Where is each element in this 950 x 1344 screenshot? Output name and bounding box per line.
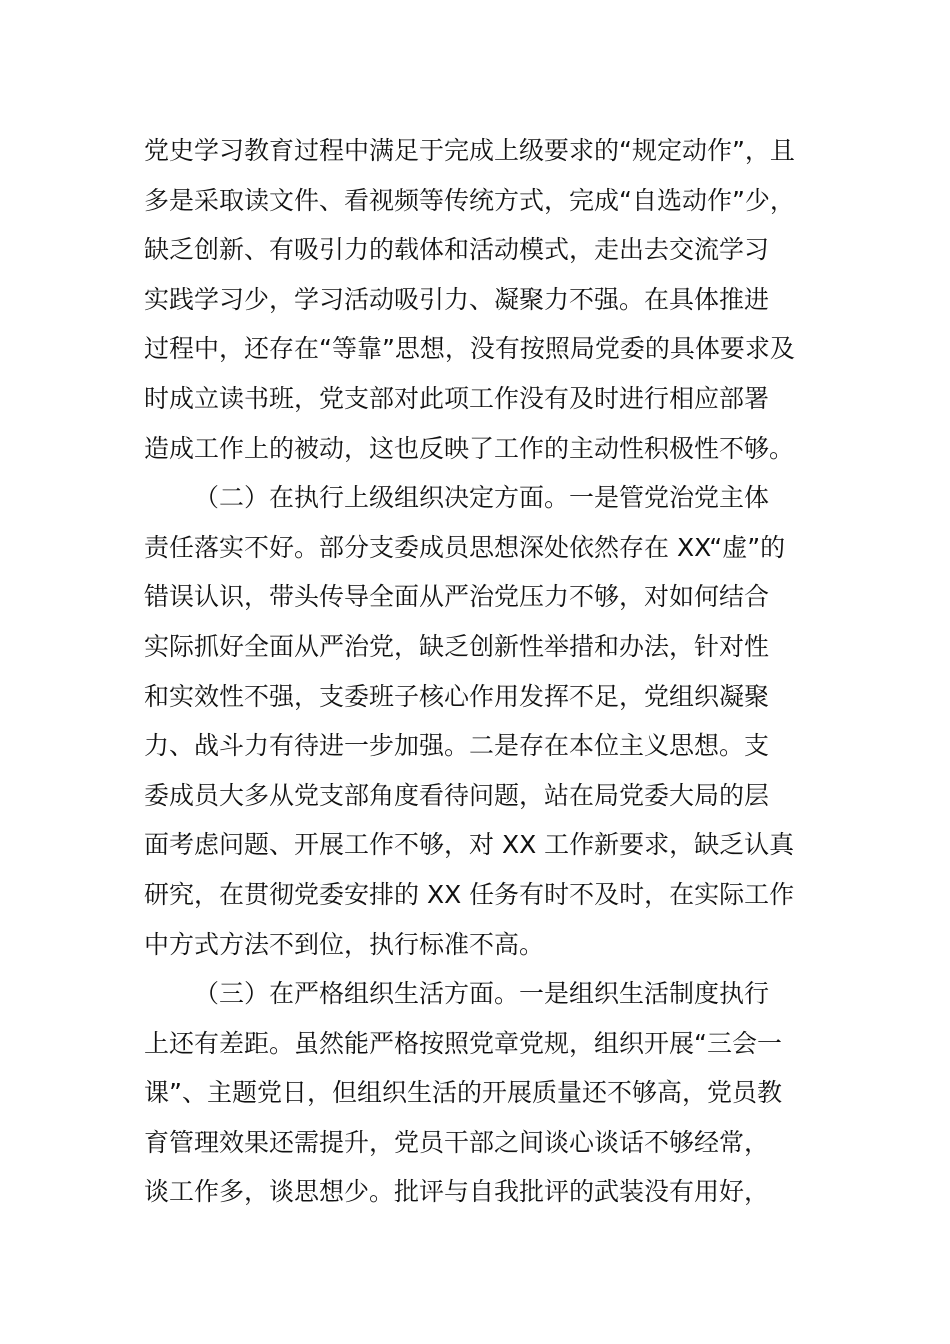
text-line: 过程中，还存在“等靠”思想，没有按照局党委的具体要求及 [144, 334, 795, 364]
text-line: 研究，在贯彻党委安排的 XX 任务有时不及时，在实际工作 [144, 879, 795, 909]
text-line: 造成工作上的被动，这也反映了工作的主动性积极性不够。 [144, 433, 795, 463]
text-line: 时成立读书班，党支部对此项工作没有及时进行相应部署 [144, 383, 770, 413]
text-line: 错误认识，带头传导全面从严治党压力不够，对如何结合 [144, 582, 770, 612]
text-line: 委成员大多从党支部角度看待问题，站在局党委大局的层 [144, 780, 770, 810]
text-line: （二）在执行上级组织决定方面。一是管党治党主体 [194, 483, 770, 513]
text-line: 多是采取读文件、看视频等传统方式，完成“自选动作”少， [144, 185, 795, 215]
text-line: 上还有差距。虽然能严格按照党章党规，组织开展“三会一 [144, 1028, 782, 1058]
text-line: 党史学习教育过程中满足于完成上级要求的“规定动作”，且 [144, 136, 795, 165]
document-body [144, 126, 808, 1217]
paragraph-2 [144, 473, 808, 969]
text-line: 缺乏创新、有吸引力的载体和活动模式，走出去交流学习 [144, 235, 770, 265]
text-line: 力、战斗力有待进一步加强。二是存在本位主义思想。支 [144, 731, 770, 761]
text-line: 面考虑问题、开展工作不够，对 XX 工作新要求，缺乏认真 [144, 830, 795, 860]
text-line: 谈工作多，谈思想少。批评与自我批评的武装没有用好， [144, 1177, 770, 1207]
text-line: 和实效性不强，支委班子核心作用发挥不足，党组织凝聚 [144, 681, 770, 711]
text-line: 实践学习少，学习活动吸引力、凝聚力不强。在具体推进 [144, 284, 770, 314]
text-line: 育管理效果还需提升，党员干部之间谈心谈话不够经常， [144, 1127, 770, 1157]
paragraph-3 [144, 969, 808, 1217]
text-line: （三）在严格组织生活方面。一是组织生活制度执行 [194, 979, 770, 1009]
text-line: 中方式方法不到位，执行标准不高。 [144, 929, 545, 959]
text-line: 课”、主题党日，但组织生活的开展质量还不够高，党员教 [144, 1078, 782, 1108]
text-line: 实际抓好全面从严治党，缺乏创新性举措和办法，针对性 [144, 631, 770, 661]
text-line: 责任落实不好。部分支委成员思想深处依然存在 XX“虚”的 [144, 532, 786, 562]
paragraph-1 [144, 126, 808, 473]
